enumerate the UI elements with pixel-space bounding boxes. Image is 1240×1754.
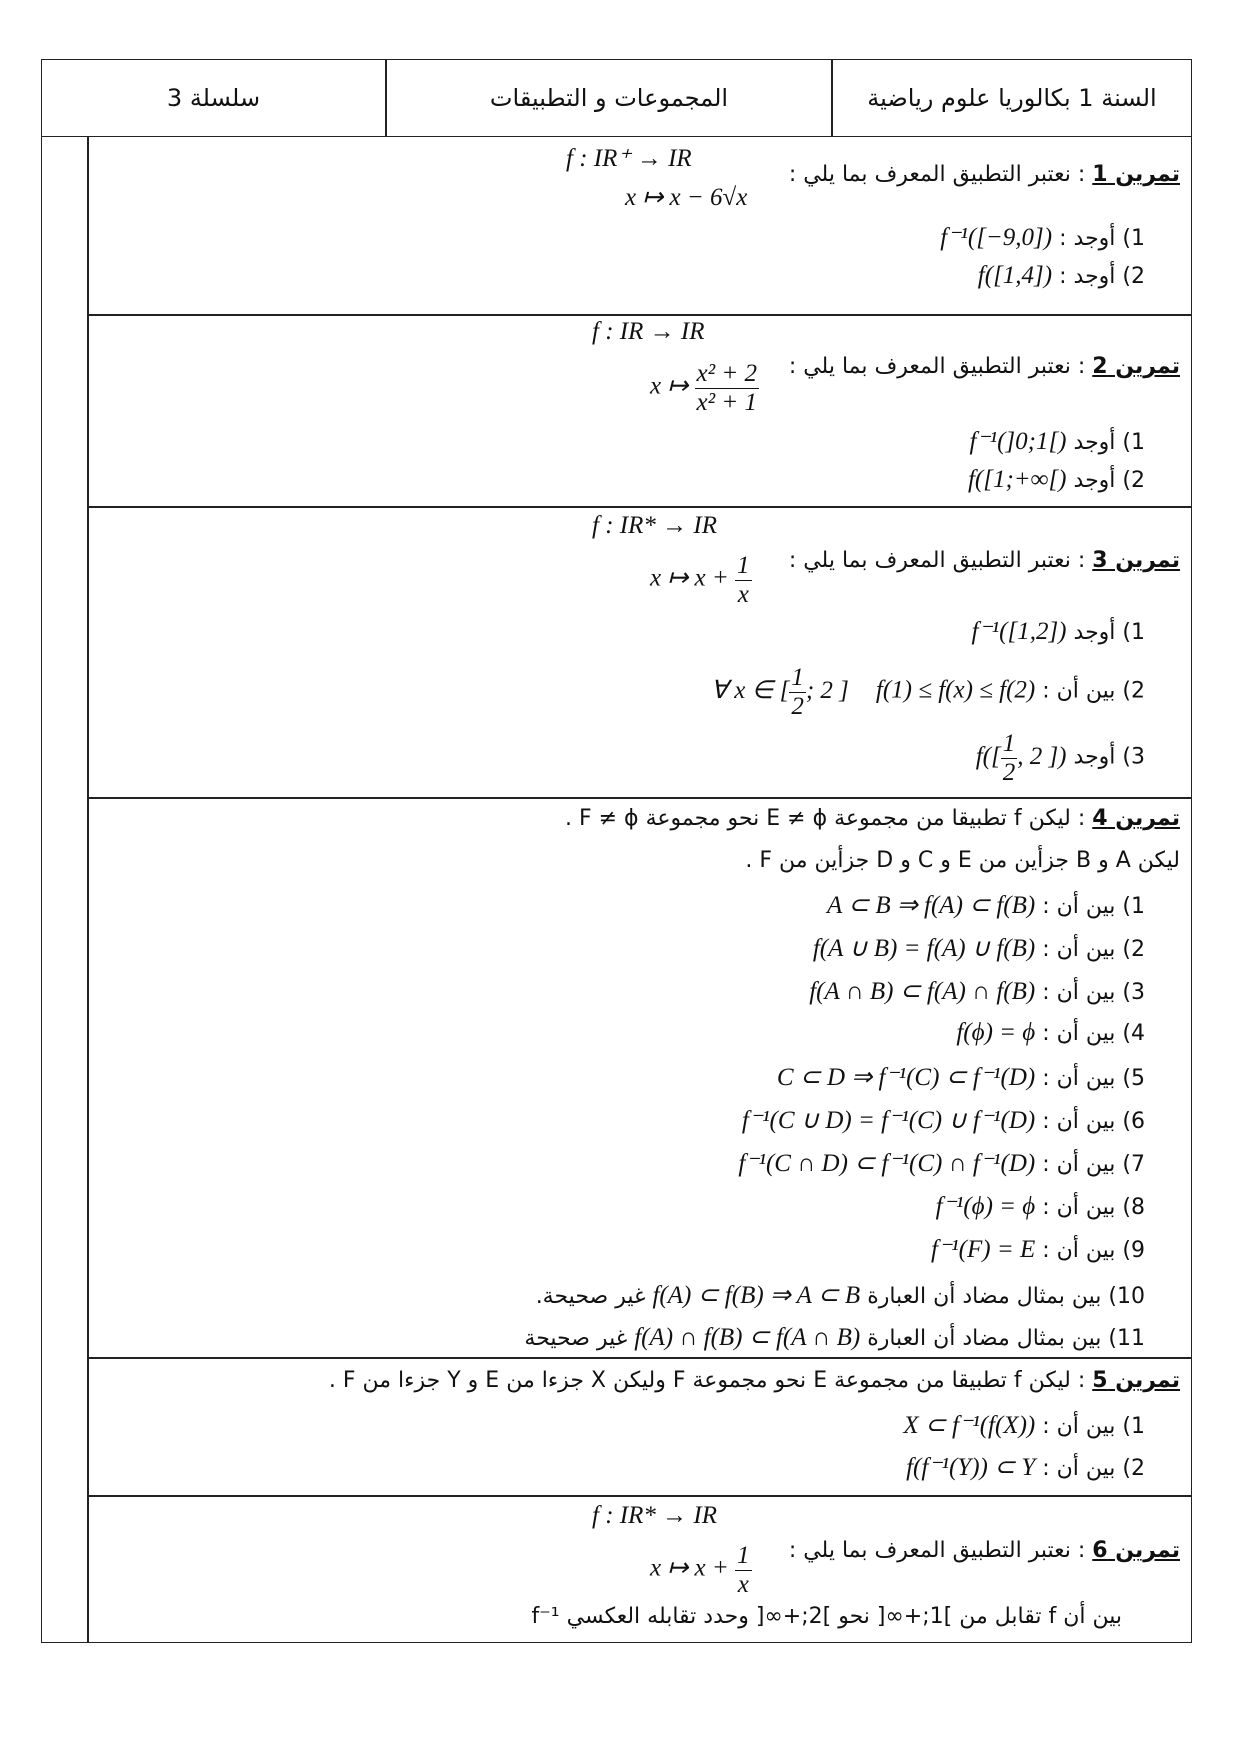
- section-divider: [87, 1495, 1192, 1497]
- ex6-map-domain: f : IR* → IR: [592, 1502, 717, 1529]
- ex3-item-2: [711, 664, 1145, 720]
- ex6-heading: [789, 1538, 1180, 1563]
- item-math: f⁻¹([−9,0]): [940, 224, 1053, 251]
- item-text: بين أن :: [1042, 1195, 1116, 1220]
- item-number: 1): [1122, 894, 1145, 919]
- item-math: f⁻¹(ϕ) = ϕ: [935, 1193, 1036, 1220]
- item-math: f⁻¹(C ∪ D) = f⁻¹(C) ∪ f⁻¹(D): [741, 1107, 1036, 1134]
- quantifier-end: ; 2 ]: [805, 676, 849, 704]
- item-number: 2): [1122, 937, 1145, 962]
- header-table: [41, 59, 1192, 137]
- ex3-item-3: [976, 730, 1145, 786]
- section-divider: [87, 1357, 1192, 1359]
- item-math: f⁻¹(F) = E: [931, 1236, 1036, 1263]
- item-number: 2): [1122, 678, 1145, 704]
- item-text: بين أن :: [1042, 937, 1116, 962]
- ex1-map-domain: f : IR⁺ → IR: [566, 145, 692, 172]
- margin-line: [87, 137, 89, 1643]
- map-lhs: x ↦ x +: [650, 564, 729, 592]
- ex1-item-1: [940, 222, 1145, 252]
- map-lhs: x ↦ x +: [650, 1554, 729, 1582]
- ex4-item-6: [742, 1105, 1145, 1135]
- item-math: f(A ∪ B) = f(A) ∪ f(B): [812, 935, 1036, 962]
- item-tail: غير صحيحة.: [535, 1284, 646, 1309]
- quantifier-start: ∀ x ∈ [: [710, 676, 790, 704]
- ex1-map-rule: x ↦ x − 6√x: [625, 184, 748, 211]
- section-divider: [87, 506, 1192, 508]
- fraction-denominator: x² + 1: [696, 388, 758, 416]
- item-number: 1): [1122, 620, 1145, 645]
- ex4-title: تمرين 4: [1092, 806, 1180, 831]
- ex2-intro: : نعتبر التطبيق المعرف بما يلي :: [788, 354, 1086, 379]
- item-math: f(1) ≤ f(x) ≤ f(2): [875, 676, 1036, 704]
- ex2-title: تمرين 2: [1092, 354, 1180, 379]
- item-number: 4): [1122, 1021, 1145, 1046]
- level-label: السنة 1 بكالوريا علوم رياضية: [867, 84, 1157, 112]
- item-text: أوجد: [1073, 468, 1116, 493]
- item-text: بين أن :: [1042, 678, 1116, 704]
- item-number: 6): [1122, 1109, 1145, 1134]
- item-text: بين أن :: [1042, 1152, 1116, 1177]
- ex2-map-rule: [650, 360, 759, 416]
- fraction-numerator: x² + 2: [696, 360, 758, 387]
- ex2-item-2: [968, 466, 1145, 494]
- item-text: أوجد: [1073, 744, 1116, 770]
- series-label: سلسلة 3: [166, 84, 261, 112]
- ex3-map-rule: [650, 552, 752, 608]
- ex3-intro: : نعتبر التطبيق المعرف بما يلي :: [788, 548, 1086, 573]
- ex5-item-1: [903, 1410, 1145, 1440]
- item-text: أوجد: [1073, 430, 1116, 455]
- item-number: 3): [1122, 744, 1145, 770]
- ex5-item-2: [906, 1452, 1145, 1482]
- fraction: [695, 360, 759, 416]
- map-lhs: x ↦: [650, 372, 689, 400]
- ex4-intro: : ليكن f تطبيقا من مجموعة E ≠ ϕ نحو مجموعة F ≠ ϕ .: [564, 806, 1086, 831]
- ex4-item-11: [524, 1322, 1145, 1352]
- ex5-intro: : ليكن f تطبيقا من مجموعة E نحو مجموعة F وليكن X جزءا من E و Y جزءا من F .: [328, 1368, 1086, 1393]
- fraction-numerator: 1: [791, 664, 804, 691]
- section-divider: [87, 797, 1192, 799]
- fraction-denominator: x: [737, 580, 749, 608]
- item-math: f⁻¹(]0;1[): [969, 428, 1067, 455]
- ex2-heading: [789, 354, 1180, 379]
- fraction: [735, 1542, 752, 1598]
- ex1-intro: : نعتبر التطبيق المعرف بما يلي :: [788, 162, 1086, 187]
- item-math: f(A ∩ B) ⊂ f(A) ∩ f(B): [809, 978, 1036, 1005]
- ex3-heading: [789, 548, 1180, 573]
- item-number: 11): [1108, 1326, 1145, 1351]
- fraction-denominator: 2: [1002, 758, 1016, 786]
- ex3-title: تمرين 3: [1092, 548, 1180, 573]
- item-text: بين أن :: [1042, 1109, 1116, 1134]
- fraction: [789, 664, 806, 720]
- item-number: 1): [1122, 226, 1145, 251]
- item-number: 1): [1122, 430, 1145, 455]
- item-text: بين أن :: [1042, 1414, 1116, 1439]
- ex4-item-4: [956, 1019, 1145, 1047]
- ex4-item-9: [931, 1234, 1145, 1264]
- item-tail: غير صحيحة: [524, 1326, 628, 1351]
- item-text: بين بمثال مضاد أن العبارة: [867, 1284, 1102, 1309]
- ex4-item-8: [936, 1191, 1145, 1221]
- ex3-item-1: [972, 616, 1145, 646]
- ex1-item-2: [978, 262, 1145, 290]
- item-math: f⁻¹(C ∩ D) ⊂ f⁻¹(C) ∩ f⁻¹(D): [738, 1150, 1036, 1177]
- item-math: f(A) ⊂ f(B) ⇒ A ⊂ B: [652, 1282, 861, 1309]
- fraction-numerator: 1: [737, 552, 750, 579]
- item-number: 8): [1122, 1195, 1145, 1220]
- item-number: 2): [1122, 468, 1145, 493]
- ex4-item-10: [536, 1280, 1145, 1310]
- ex4-item-1: [827, 890, 1145, 920]
- ex4-line2: ليكن A و B جزأين من E و C و D جزأين من F .: [745, 848, 1180, 873]
- item-number: 1): [1122, 1414, 1145, 1439]
- item-math: X ⊂ f⁻¹(f(X)): [903, 1412, 1036, 1439]
- item-text: أوجد :: [1059, 264, 1116, 289]
- ex6-map-rule: [650, 1542, 752, 1598]
- fraction-denominator: 2: [791, 692, 804, 720]
- ex4-heading: [565, 806, 1180, 831]
- item-text: أوجد: [1073, 620, 1116, 645]
- item-text: بين أن :: [1042, 1456, 1116, 1481]
- ex6-intro: : نعتبر التطبيق المعرف بما يلي :: [788, 1538, 1086, 1563]
- item-text: بين أن :: [1042, 894, 1116, 919]
- fraction: [1001, 730, 1018, 786]
- item-math: f([1,4]): [977, 262, 1053, 289]
- item-text: أوجد :: [1059, 226, 1116, 251]
- item-math: f(ϕ) = ϕ: [956, 1019, 1036, 1046]
- item-number: 7): [1122, 1152, 1145, 1177]
- ex4-item-5: [777, 1062, 1145, 1092]
- item-math: C ⊂ D ⇒ f⁻¹(C) ⊂ f⁻¹(D): [776, 1064, 1036, 1091]
- item-math: f(A) ∩ f(B) ⊂ f(A ∩ B): [634, 1324, 861, 1351]
- fraction-numerator: 1: [1002, 730, 1016, 757]
- item-text: بين أن :: [1042, 980, 1116, 1005]
- ex3-map-domain: f : IR* → IR: [592, 512, 717, 539]
- math-start: f([: [975, 742, 1001, 770]
- ex2-map-domain: f : IR → IR: [592, 318, 705, 345]
- item-text: بين أن :: [1042, 1066, 1116, 1091]
- item-number: 3): [1122, 980, 1145, 1005]
- ex6-title: تمرين 6: [1092, 1538, 1180, 1563]
- item-text: بين بمثال مضاد أن العبارة: [867, 1326, 1102, 1351]
- ex4-item-2: [813, 933, 1145, 963]
- item-number: 2): [1122, 264, 1145, 289]
- item-text: بين أن :: [1042, 1238, 1116, 1263]
- item-number: 10): [1108, 1284, 1145, 1309]
- section-divider: [87, 314, 1192, 316]
- ex1-title: تمرين 1: [1092, 162, 1180, 187]
- item-math: f(f⁻¹(Y)) ⊂ Y: [906, 1454, 1036, 1481]
- item-number: 9): [1122, 1238, 1145, 1263]
- ex4-item-7: [738, 1148, 1145, 1178]
- ex5-heading: [329, 1368, 1180, 1393]
- ex5-title: تمرين 5: [1092, 1368, 1180, 1393]
- math-end: , 2 ]): [1017, 742, 1067, 770]
- item-math: A ⊂ B ⇒ f(A) ⊂ f(B): [827, 892, 1036, 919]
- fraction-numerator: 1: [737, 1542, 750, 1569]
- ex4-item-3: [809, 976, 1145, 1006]
- item-number: 5): [1122, 1066, 1145, 1091]
- item-quantifier: [710, 664, 849, 720]
- item-math: [975, 730, 1067, 786]
- ex6-statement: بين أن f تقابل من ]1;+∞[ نحو ]2;+∞[ وحدد تقابله العكسي f⁻¹: [531, 1604, 1122, 1629]
- ex2-item-1: [969, 426, 1145, 456]
- item-math: f([1;+∞[): [967, 466, 1067, 493]
- topic-label: المجموعات و التطبيقات: [489, 84, 729, 112]
- fraction-denominator: x: [737, 1570, 749, 1598]
- item-text: بين أن :: [1042, 1021, 1116, 1046]
- item-math: f⁻¹([1,2]): [971, 618, 1067, 645]
- item-number: 2): [1122, 1456, 1145, 1481]
- fraction: [735, 552, 752, 608]
- ex1-heading: [789, 162, 1180, 187]
